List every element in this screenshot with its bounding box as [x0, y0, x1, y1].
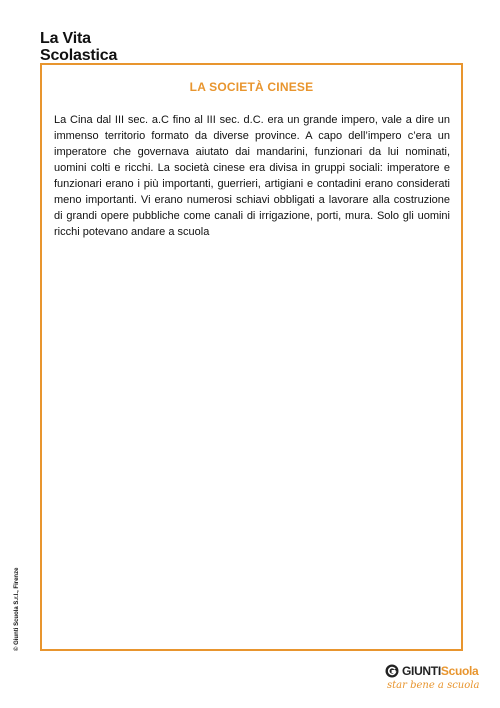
publisher-sub: Scuola [440, 664, 479, 678]
document-body: La Cina dal III sec. a.C fino al III sec. d.C. era un grande impero, vale a dire un immenso territorio formato da diverse province. A capo dell’impero c’era un imperatore che governava aiutato dai mandarini, funzionari da lui nominati, uomini colti e ricchi. La società cinese era divisa in gruppi sociali: imperatore e funzionari erano i più importanti, guerrieri, artigiani e contadini erano considerati meno importanti. Vi erano numerosi schiavi obbligati a lavorare alla costruzione di grandi opere pubbliche come canali di irrigazione, porti, mura. Solo gli uomini ricchi potevano andare a scuola [54, 114, 450, 238]
publisher-logo [385, 662, 485, 698]
publisher-name: GIUNTI [402, 664, 441, 678]
publisher-logo-row [385, 662, 485, 680]
document-title: LA SOCIETÀ CINESE [189, 80, 314, 94]
logo-line-2: Scolastica [40, 47, 118, 64]
giunti-g-icon [385, 664, 399, 678]
logo-line-1: La Vita [40, 30, 91, 47]
publisher-tagline: star bene a scuola [387, 680, 480, 691]
magazine-logo [40, 30, 117, 64]
copyright-notice: © Giunti Scuola S.r.l., Firenze [14, 567, 20, 651]
